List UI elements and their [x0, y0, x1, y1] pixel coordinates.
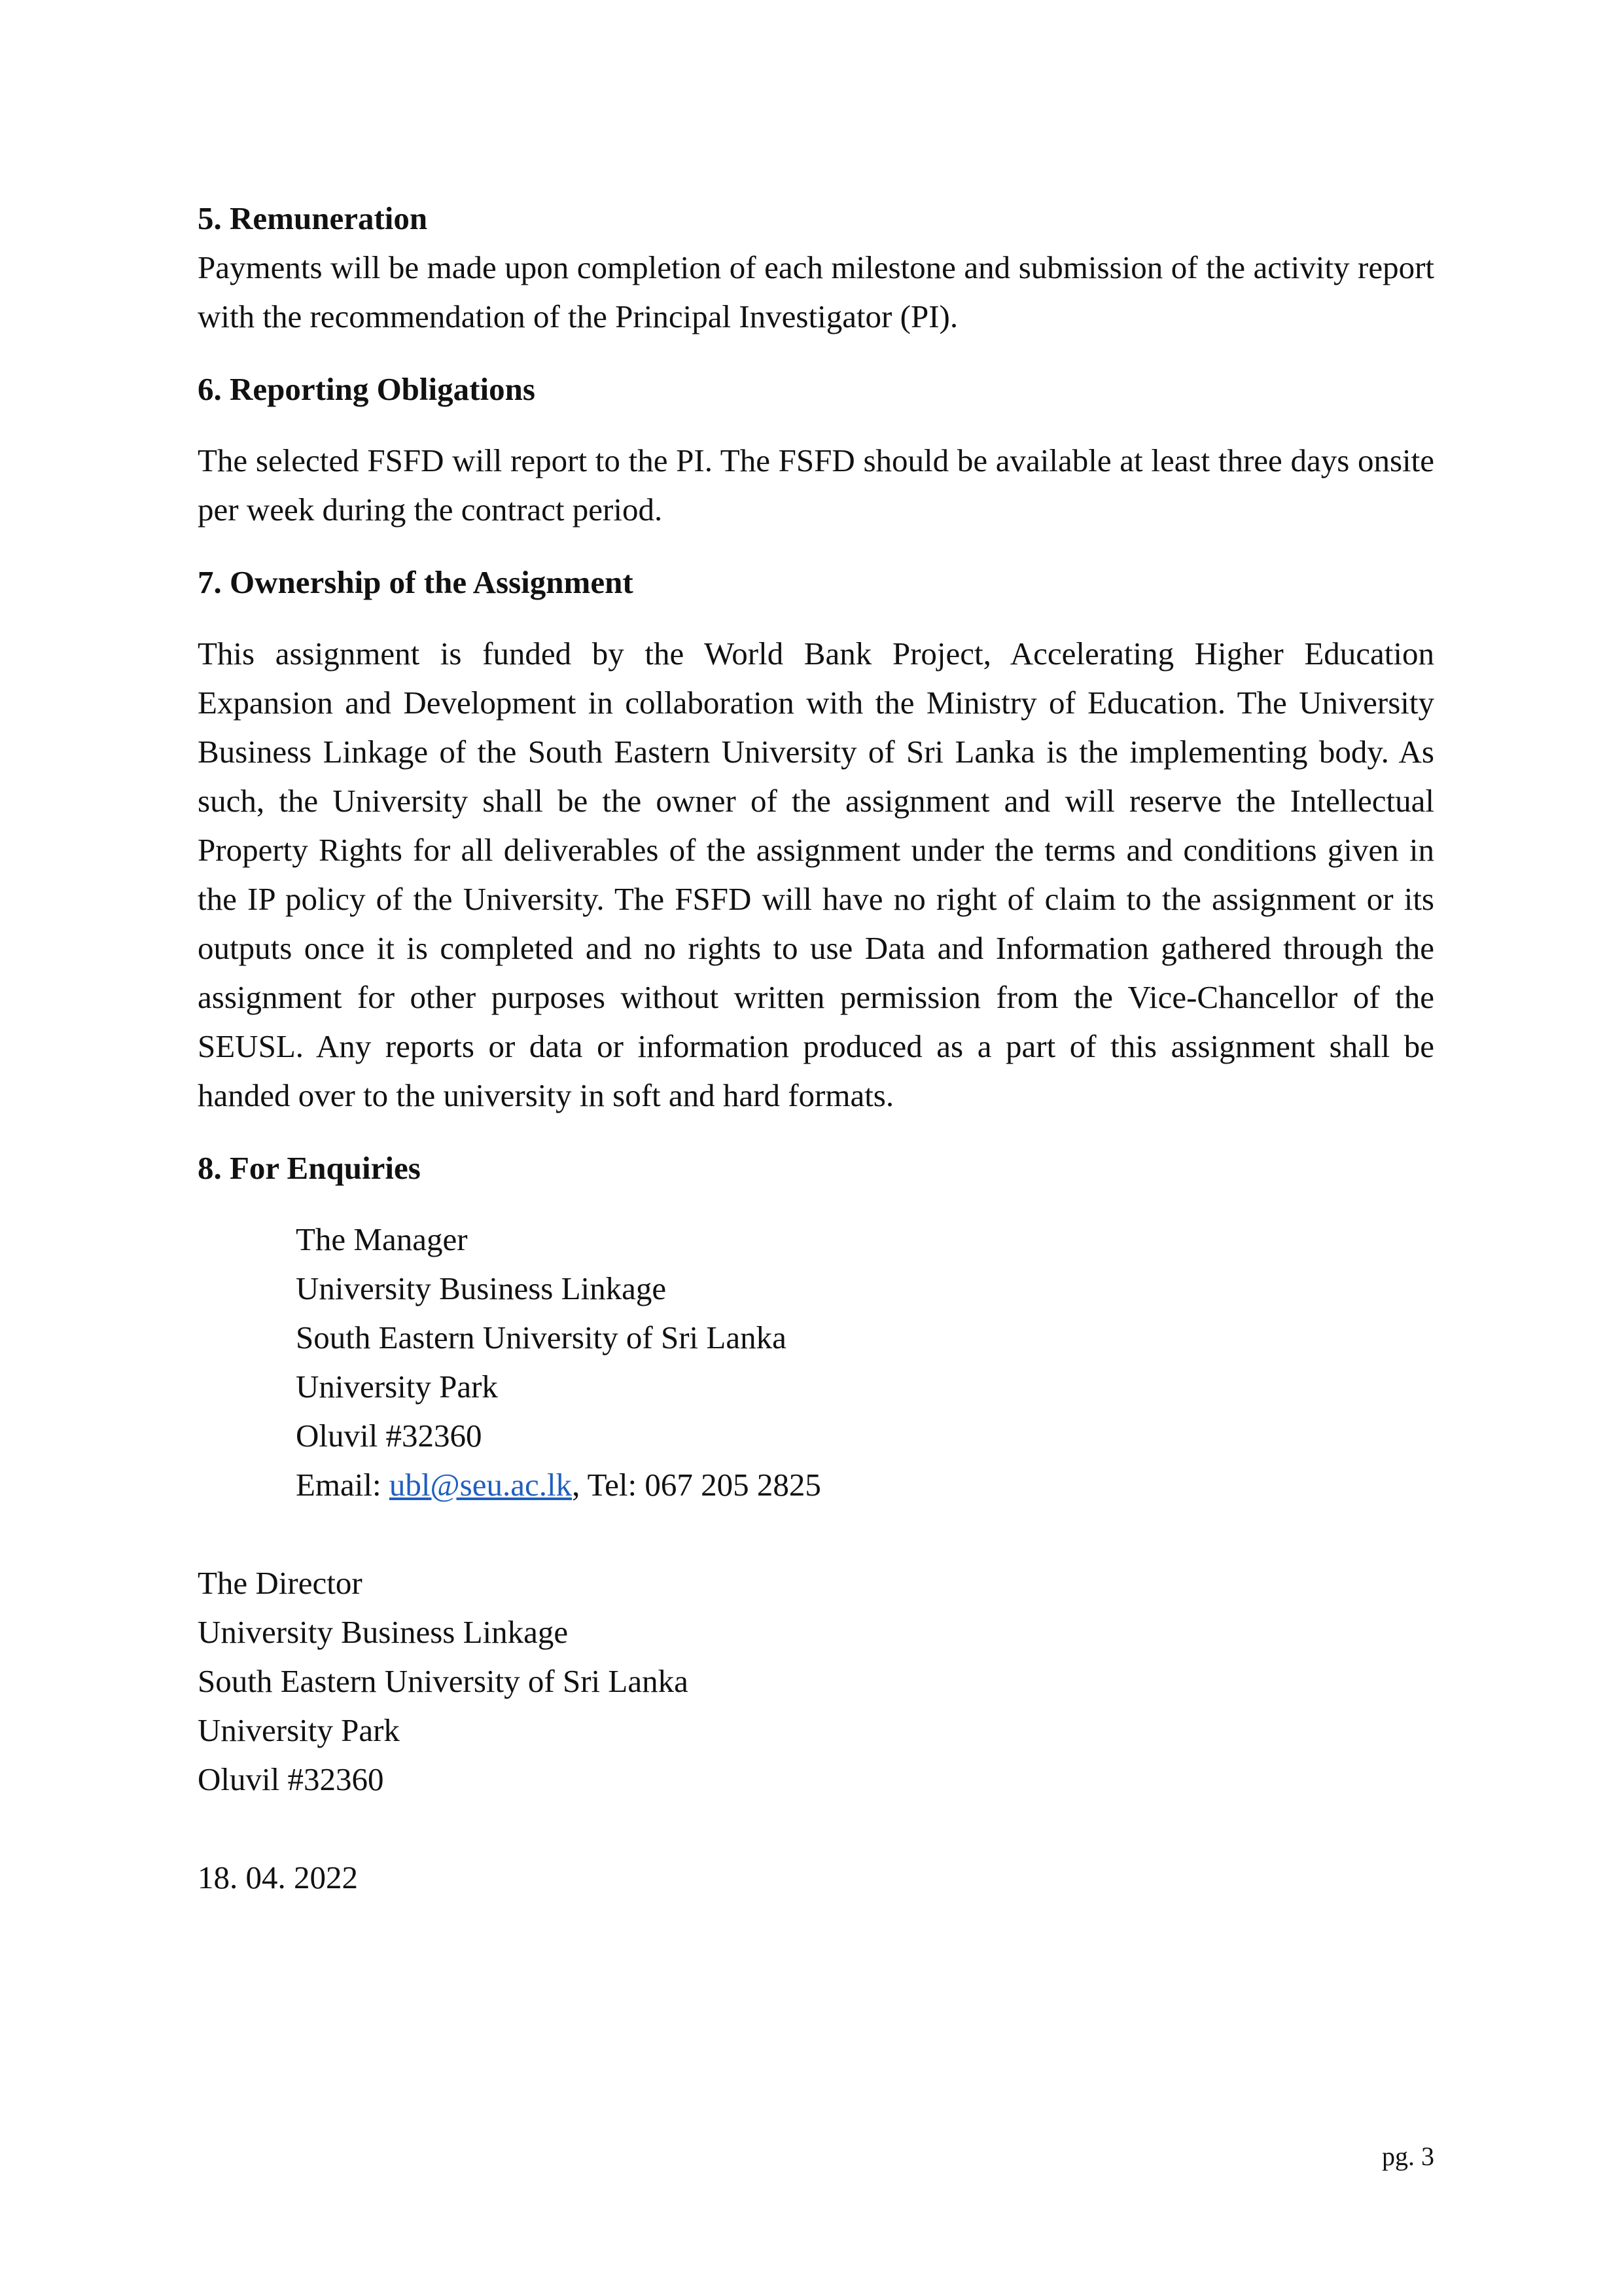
document-body	[198, 194, 1434, 1902]
section-enquiries	[198, 1143, 1434, 1509]
section-paragraph: This assignment is funded by the World Bank Project, Accelerating Higher Education Expansion and Development in collaboration with the Ministry of Education. The University Business Linkage of the South Eastern University of Sri Lanka is the implementing body. As such, the University shall be the owner of the assignment and will reserve the Intellectual Property Rights for all deliverables of the assignment under the terms and conditions given in the IP policy of the University. The FSFD will have no right of claim to the assignment or its outputs once it is completed and no rights to use Data and Information gathered through the assignment for other purposes without written permission from the Vice-Chancellor of the SEUSL. Any reports or data or information produced as a part of this assignment shall be handed over to the university in soft and hard formats.	[198, 636, 1434, 1113]
address-line: The Manager	[296, 1221, 468, 1257]
section-heading: 6. Reporting Obligations	[198, 371, 535, 407]
address-line: University Park	[296, 1369, 498, 1405]
section-paragraph: The selected FSFD will report to the PI. The FSFD should be available at least three days onsite per week during the contract period.	[198, 442, 1434, 528]
director-address	[198, 1558, 1434, 1804]
section-heading: 8. For Enquiries	[198, 1150, 421, 1186]
manager-address	[198, 1215, 1434, 1509]
section-paragraph: Payments will be made upon completion of each milestone and submission of the activity report with the recommendation of the Principal Investigator (PI).	[198, 249, 1434, 334]
section-heading: 5. Remuneration	[198, 200, 428, 236]
address-line: South Eastern University of Sri Lanka	[296, 1319, 786, 1355]
email-label: Email:	[296, 1467, 389, 1503]
contact-line	[296, 1460, 1434, 1509]
address-line: South Eastern University of Sri Lanka	[198, 1663, 688, 1699]
telephone-text: , Tel: 067 205 2825	[572, 1467, 821, 1503]
section-reporting-obligations	[198, 365, 1434, 534]
page-number: pg. 3	[1382, 2142, 1434, 2171]
address-line: University Park	[198, 1712, 400, 1748]
section-remuneration	[198, 194, 1434, 341]
address-line: The Director	[198, 1565, 362, 1601]
address-line: University Business Linkage	[296, 1270, 667, 1306]
address-line: Oluvil #32360	[296, 1418, 482, 1454]
address-line: Oluvil #32360	[198, 1761, 384, 1797]
section-heading: 7. Ownership of the Assignment	[198, 564, 633, 600]
document-date: 18. 04. 2022	[198, 1859, 358, 1895]
address-line: University Business Linkage	[198, 1614, 569, 1650]
section-ownership	[198, 558, 1434, 1120]
email-link[interactable]: ubl@seu.ac.lk	[389, 1467, 573, 1503]
